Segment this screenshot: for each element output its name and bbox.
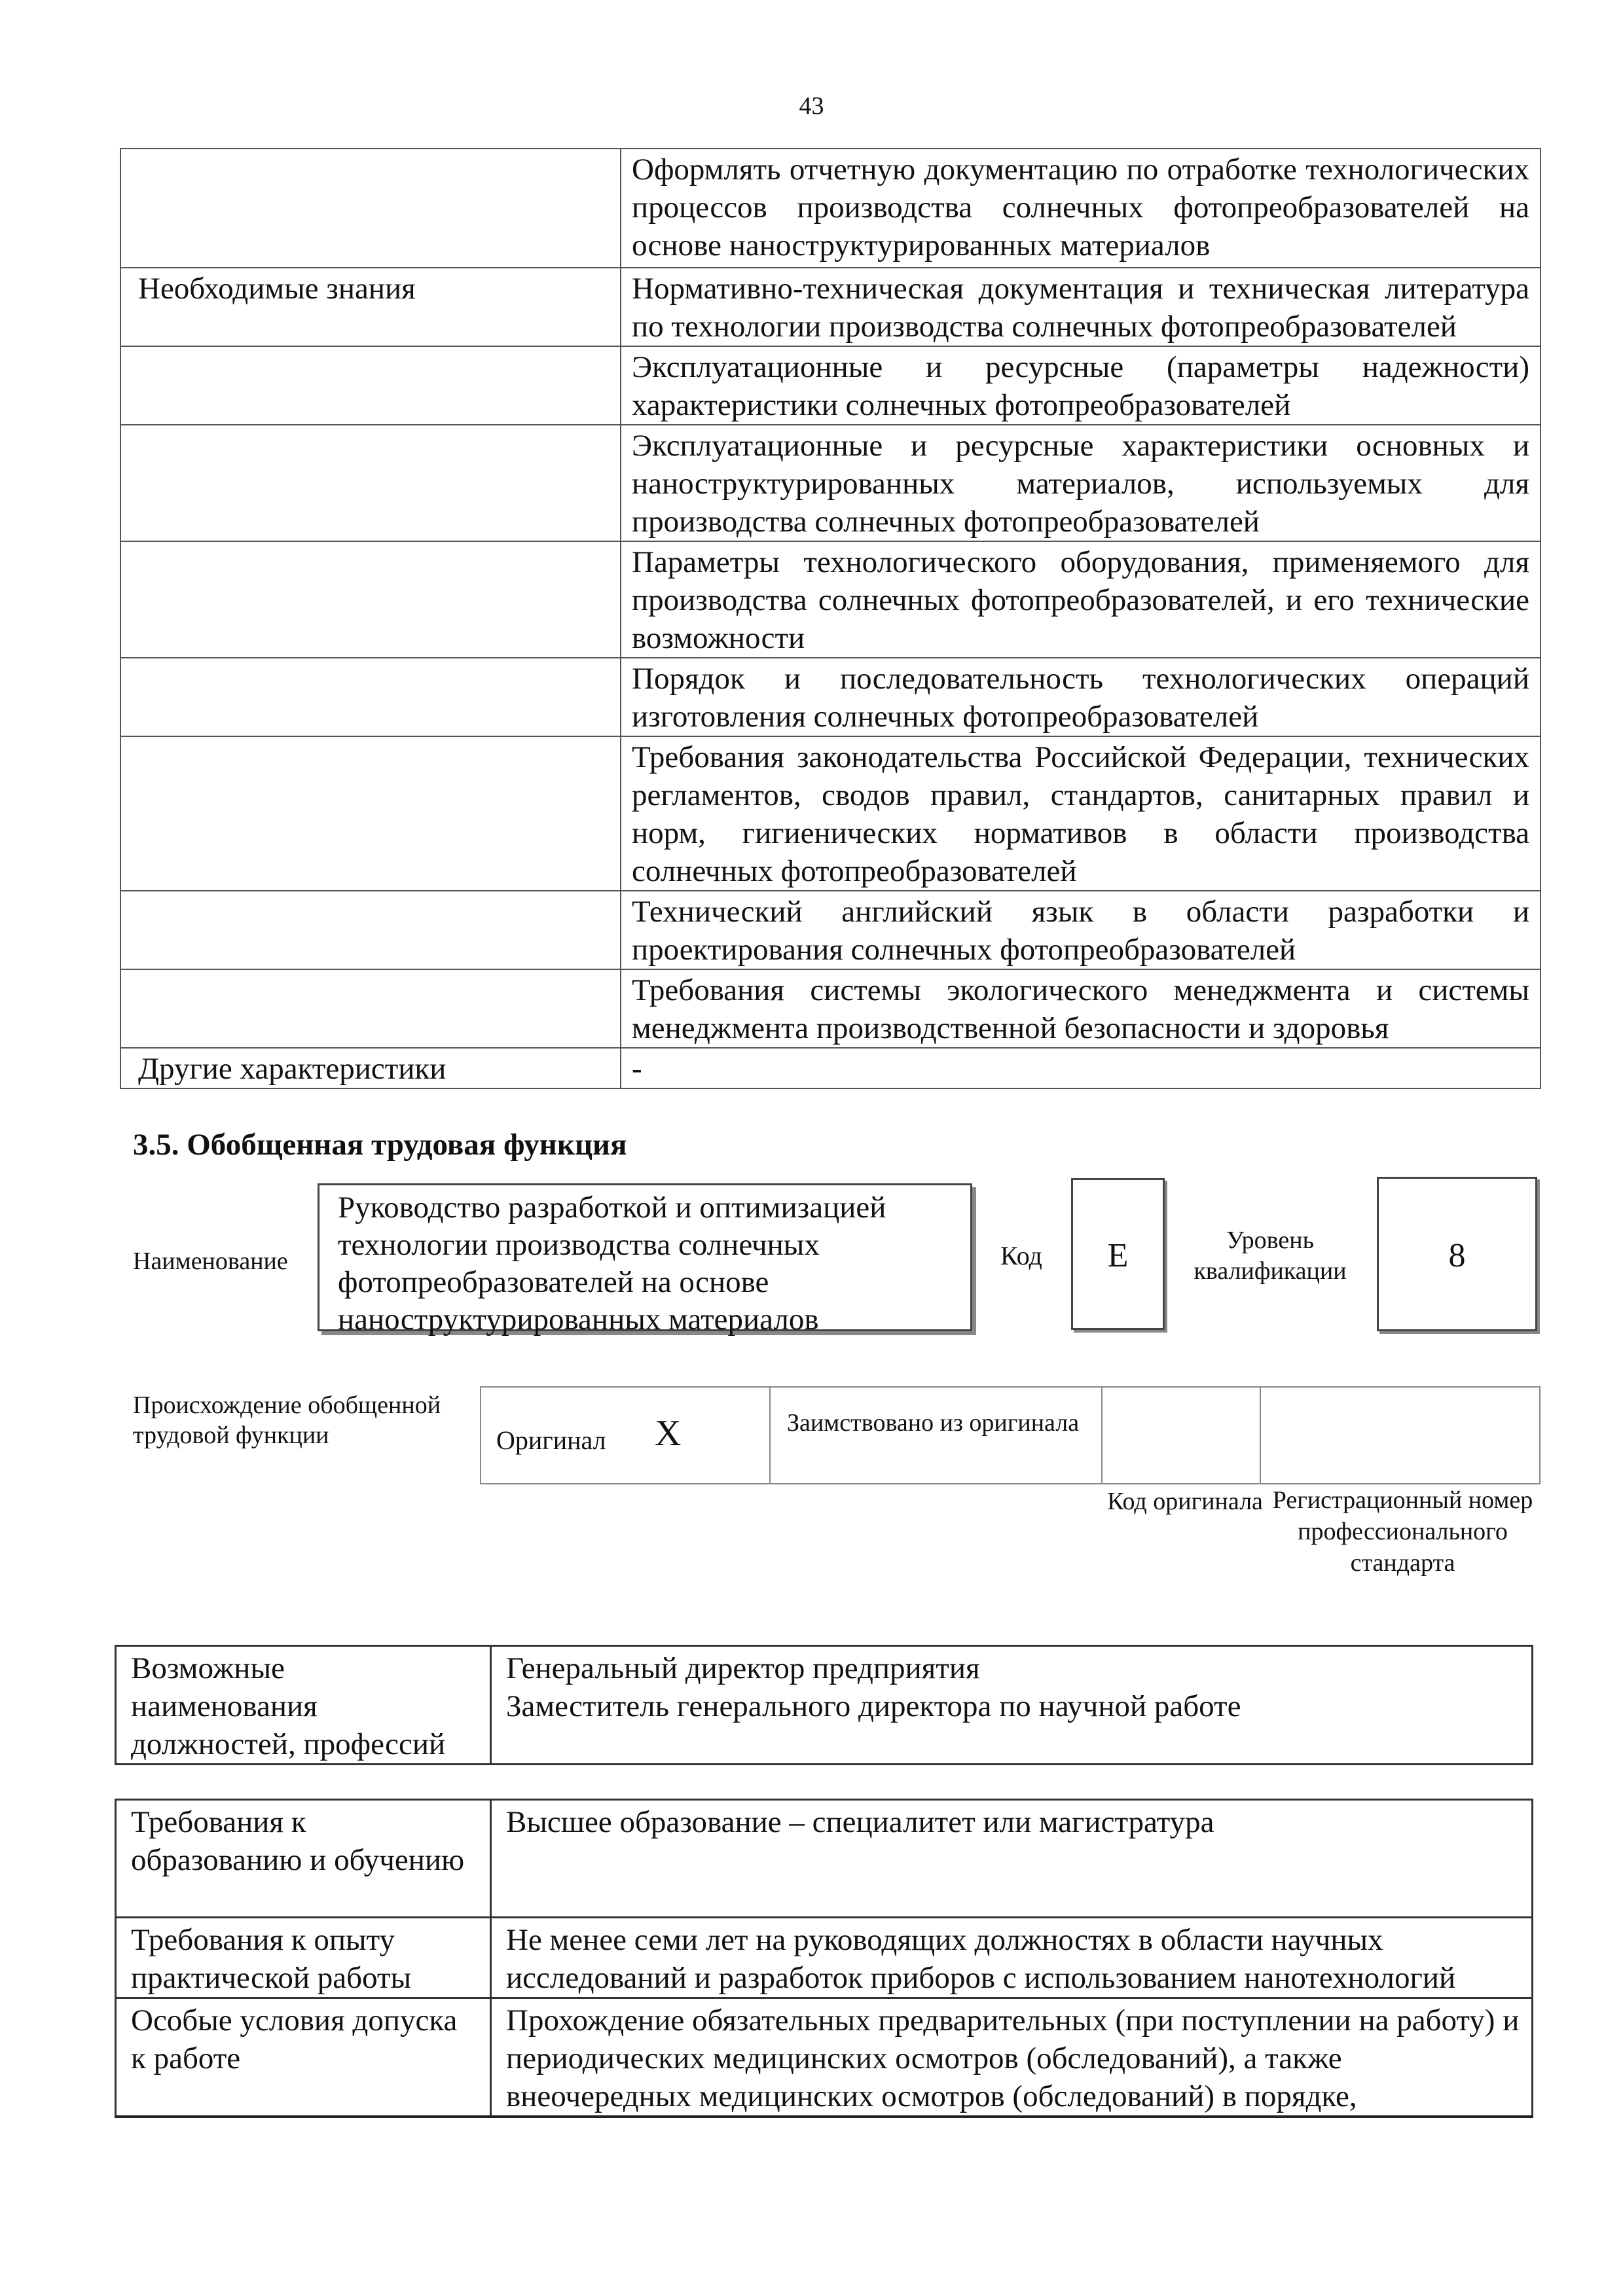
table-row <box>116 1918 1533 1998</box>
row-value: Нормативно-техническая документация и техническая литература по технологии производства солнечных фотопреобразователей <box>621 268 1541 346</box>
skills-table <box>120 148 1541 1089</box>
table-row <box>120 658 1541 736</box>
reg-caption: Регистрационный номер профессионального стандарта <box>1272 1486 1533 1577</box>
positions-table <box>115 1645 1533 1765</box>
table-row <box>116 1800 1533 1918</box>
row-value: Параметры технологического оборудования, применяемого для производства солнечных фотопреобразователей, и его технические возможности <box>621 541 1541 658</box>
code-label: Код <box>1000 1241 1042 1270</box>
original-label: Оригинал <box>496 1426 606 1455</box>
page-number: 43 <box>799 92 824 120</box>
row-label <box>120 736 621 891</box>
requirements-table <box>115 1799 1533 2118</box>
table-row <box>120 891 1541 969</box>
req-label: Требования к опыту практической работы <box>116 1918 491 1998</box>
row-value: Требования законодательства Российской Федерации, технических регламентов, сводов правил, стандартов, санитарных правил и норм, гигиенических нормативов в области производства солнечных фотопреобразователей <box>621 736 1541 891</box>
borrowed-label: Заимствовано из оригинала <box>787 1409 1080 1437</box>
req-label: Особые условия допуска к работе <box>116 1998 491 2117</box>
row-label <box>120 541 621 658</box>
row-value: Эксплуатационные и ресурсные характеристики основных и наноструктурированных материалов, используемых для производства солнечных фотопреобразователей <box>621 425 1541 541</box>
row-value: - <box>621 1048 1541 1088</box>
origin-label: Происхождение обобщенной трудовой функции <box>133 1391 441 1449</box>
level-value-box: 8 <box>1377 1177 1537 1331</box>
origin-reg-cell <box>1260 1387 1540 1484</box>
row-value: Оформлять отчетную документацию по отработке технологических процессов производства солнечных фотопреобразователей на основе наноструктурированных материалов <box>621 149 1541 268</box>
name-label: Наименование <box>133 1247 288 1275</box>
positions-label: Возможные наименования должностей, профессий <box>116 1646 491 1765</box>
row-label: Необходимые знания <box>120 268 621 346</box>
table-row <box>120 268 1541 346</box>
name-value-box: Руководство разработкой и оптимизацией технологии производства солнечных фотопреобразователей на основе наноструктурированных материалов <box>318 1183 972 1331</box>
req-value: Высшее образование – специалитет или магистратура <box>491 1800 1533 1918</box>
row-label <box>120 891 621 969</box>
row-label <box>120 346 621 425</box>
table-row <box>120 425 1541 541</box>
row-label: Другие характеристики <box>120 1048 621 1088</box>
row-value: Технический английский язык в области разработки и проектирования солнечных фотопреобразователей <box>621 891 1541 969</box>
row-value: Эксплуатационные и ресурсные (параметры надежности) характеристики солнечных фотопреобразователей <box>621 346 1541 425</box>
original-mark: X <box>655 1413 682 1454</box>
row-label <box>120 658 621 736</box>
row-label <box>120 149 621 268</box>
row-label <box>120 969 621 1048</box>
table-row <box>120 541 1541 658</box>
row-value: Порядок и последовательность технологических операций изготовления солнечных фотопреобразователей <box>621 658 1541 736</box>
table-row <box>120 969 1541 1048</box>
req-label: Требования к образованию и обучению <box>116 1800 491 1918</box>
table-row <box>116 1998 1533 2117</box>
code-value-box: E <box>1071 1178 1165 1330</box>
table-row <box>116 1646 1533 1765</box>
section-heading: 3.5. Обобщенная трудовая функция <box>133 1128 627 1162</box>
table-row <box>120 1048 1541 1088</box>
req-value: Прохождение обязательных предварительных (при поступлении на работу) и периодических медицинских осмотров (обследований), а также внеочередных медицинских осмотров (обследований) в порядке, <box>491 1998 1533 2117</box>
row-value: Требования системы экологического менеджмента и системы менеджмента производственной безопасности и здоровья <box>621 969 1541 1048</box>
table-row <box>120 736 1541 891</box>
table-row <box>120 346 1541 425</box>
code-caption: Код оригинала <box>1107 1488 1263 1515</box>
position-item: Заместитель генерального директора по научной работе <box>506 1689 1241 1723</box>
position-item: Генеральный директор предприятия <box>506 1651 980 1685</box>
row-label <box>120 425 621 541</box>
req-value: Не менее семи лет на руководящих должностях в области научных исследований и разработок приборов с использованием нанотехнологий <box>491 1918 1533 1998</box>
level-label: Уровень квалификации <box>1194 1227 1347 1285</box>
origin-code-cell <box>1102 1387 1260 1484</box>
positions-values <box>491 1646 1533 1765</box>
table-row <box>120 149 1541 268</box>
